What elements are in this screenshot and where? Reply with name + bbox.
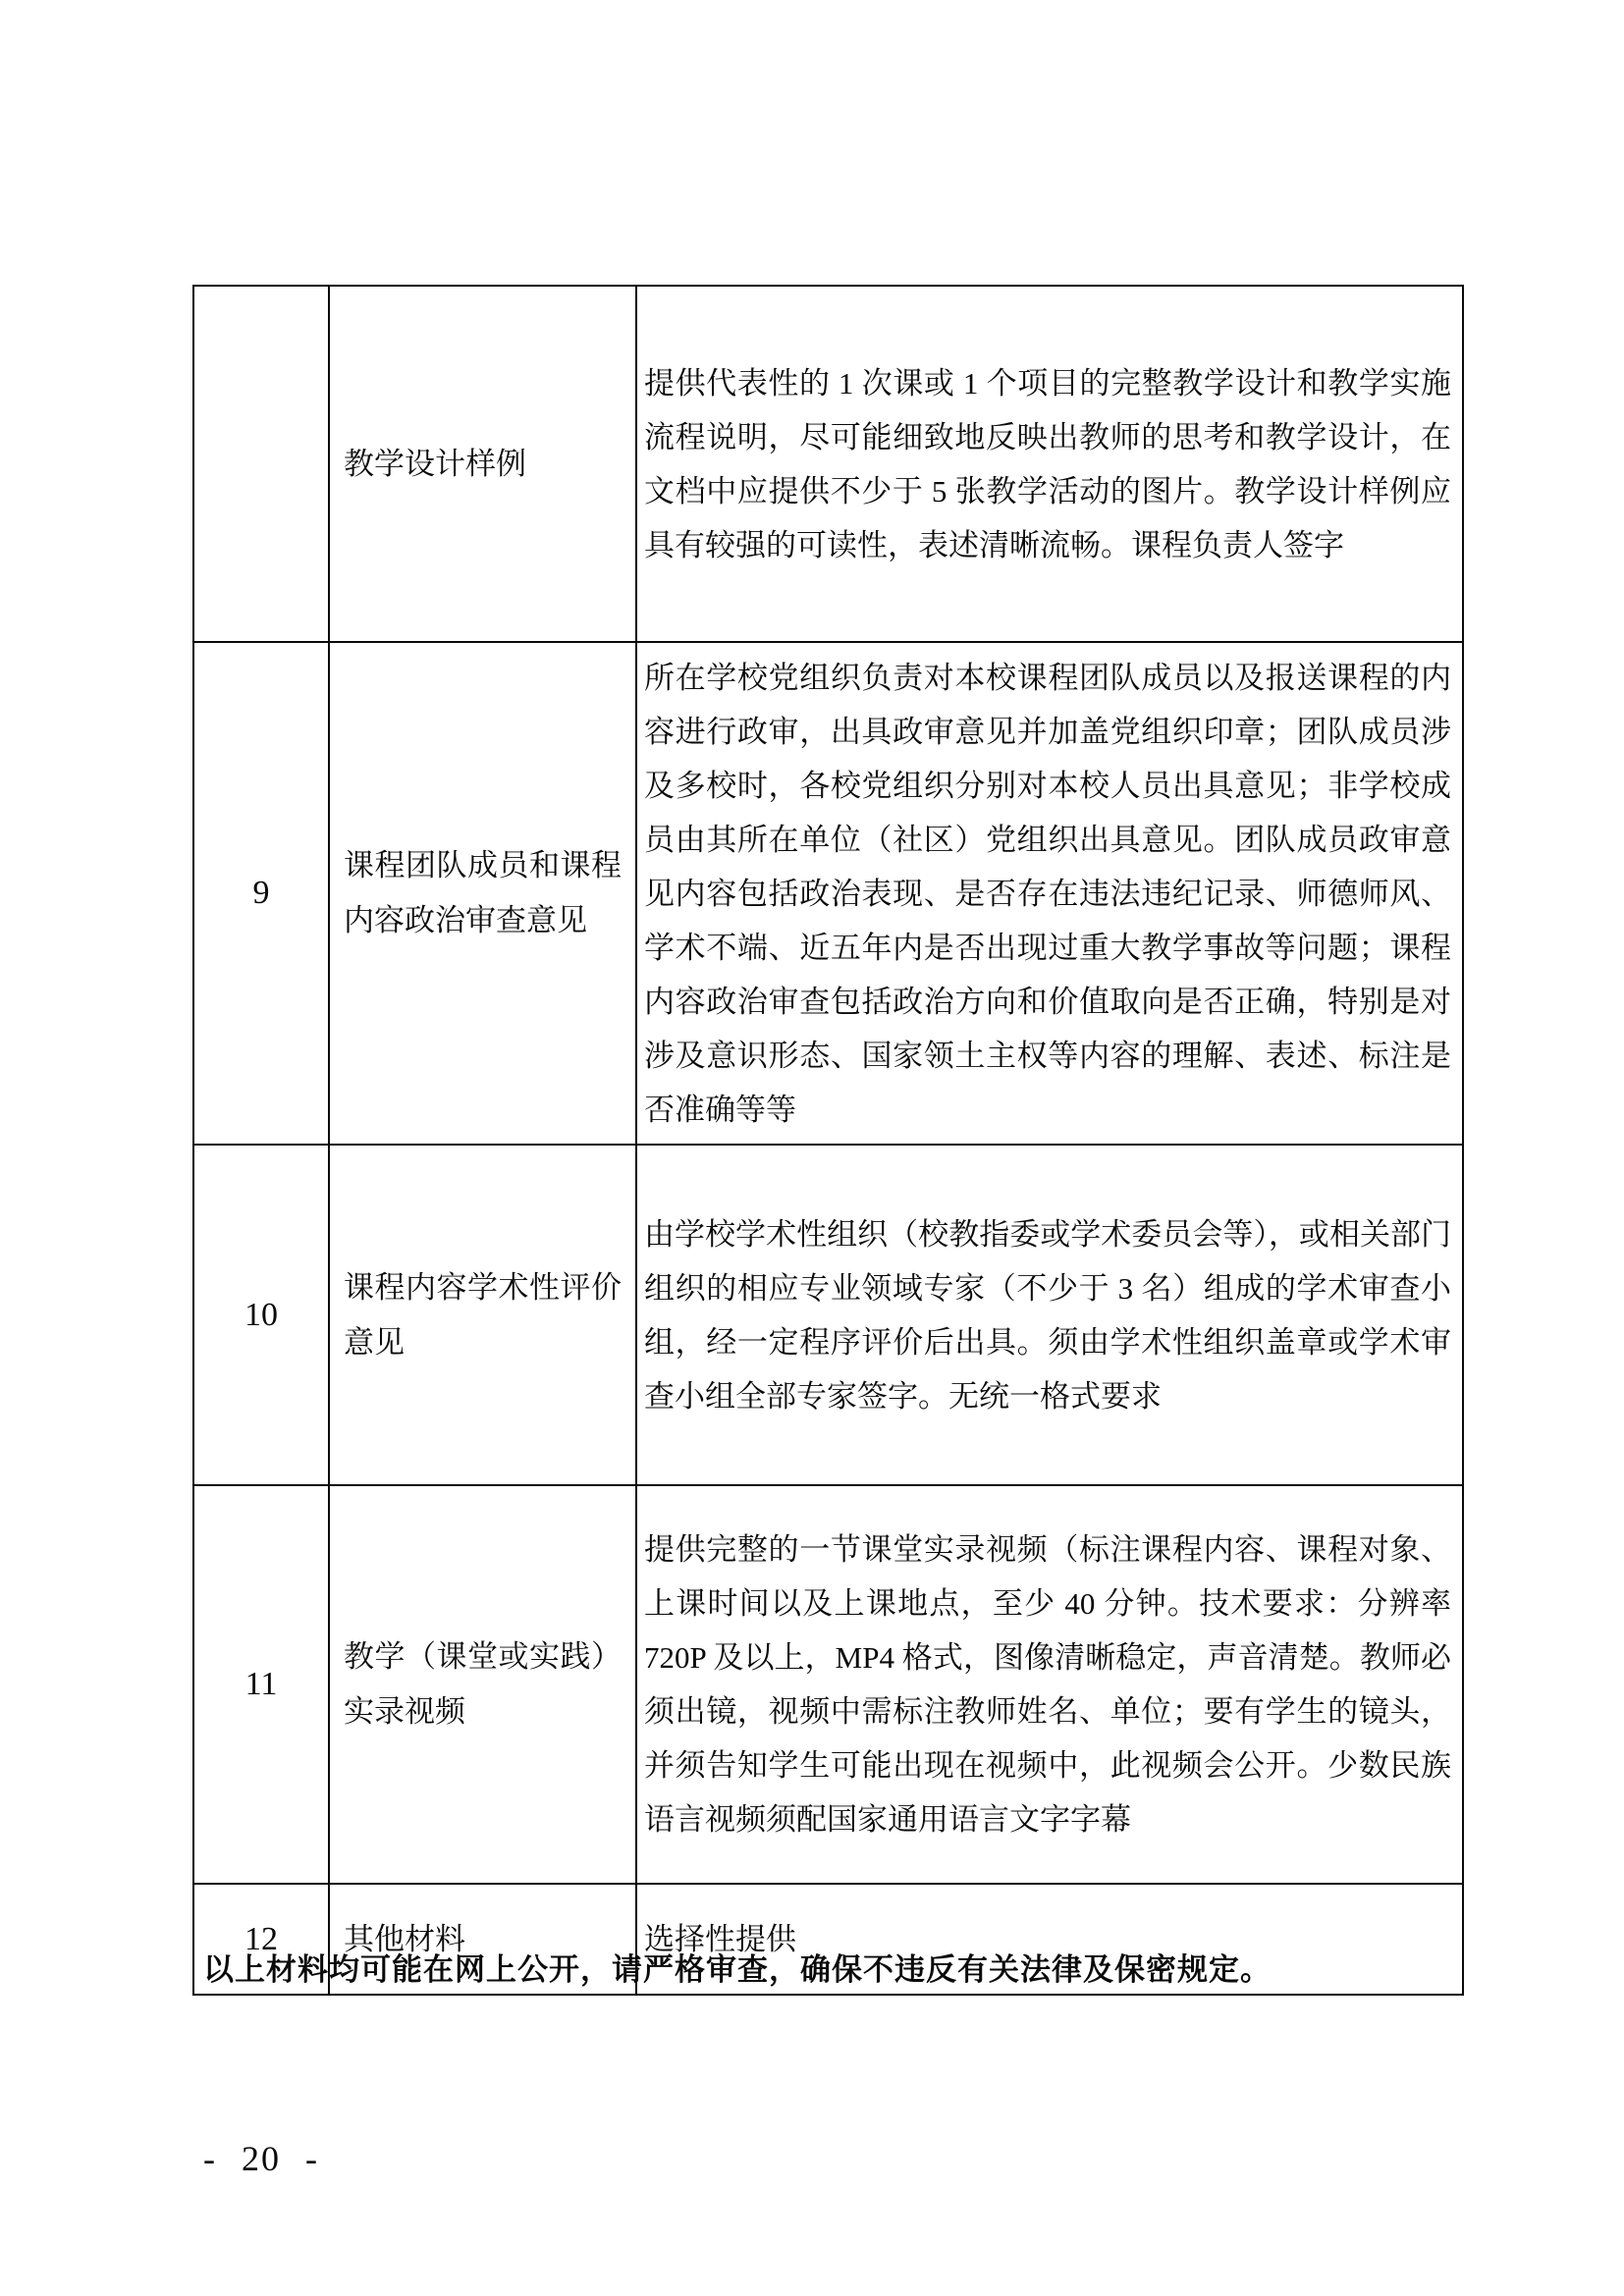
row-number-cell: 10 [193, 1145, 329, 1485]
materials-table [192, 285, 1464, 1996]
material-name-cell: 教学设计样例 [329, 286, 636, 642]
material-requirement-cell: 所在学校党组织负责对本校课程团队成员以及报送课程的内容进行政审，出具政审意见并加盖党组织印章；团队成员涉及多校时，各校党组织分别对本校人员出具意见；非学校成员由其所在单位（社区）党组织出具意见。团队成员政审意见内容包括政治表现、是否存在违法违纪记录、师德师风、学术不端、近五年内是否出现过重大教学事故等问题；课程内容政治审查包括政治方向和价值取向是否正确，特别是对涉及意识形态、国家领土主权等内容的理解、表述、标注是否准确等等 [636, 642, 1463, 1145]
material-requirement-cell: 提供代表性的 1 次课或 1 个项目的完整教学设计和教学实施流程说明，尽可能细致地反映出教师的思考和教学设计，在文档中应提供不少于 5 张教学活动的图片。教学设计样例应具有较强的可读性，表述清晰流畅。课程负责人签字 [636, 286, 1463, 642]
material-requirement-cell: 选择性提供 [636, 1884, 1463, 1995]
table-row [193, 1145, 1463, 1485]
row-number-cell [193, 286, 329, 642]
page-number: - 20 - [203, 2139, 319, 2178]
table-row [193, 286, 1463, 642]
material-requirement-cell: 提供完整的一节课堂实录视频（标注课程内容、课程对象、上课时间以及上课地点，至少 40 分钟。技术要求：分辨率 720P 及以上，MP4 格式，图像清晰稳定，声音清楚。教师必须出镜，视频中需标注教师姓名、单位；要有学生的镜头，并须告知学生可能出现在视频中，此视频会公开。少数民族语言视频须配国家通用语言文字字幕 [636, 1485, 1463, 1884]
table-row [193, 642, 1463, 1145]
material-requirement-cell: 由学校学术性组织（校教指委或学术委员会等），或相关部门组织的相应专业领域专家（不少于 3 名）组成的学术审查小组，经一定程序评价后出具。须由学术性组织盖章或学术审查小组全部专家签字。无统一格式要求 [636, 1145, 1463, 1485]
row-number-cell: 9 [193, 642, 329, 1145]
material-name-cell: 教学（课堂或实践）实录视频 [329, 1485, 636, 1884]
table-row [193, 1485, 1463, 1884]
row-number-cell: 12 [193, 1884, 329, 1995]
footer-note: 以上材料均可能在网上公开，请严格审查，确保不违反有关法律及保密规定。 [203, 1952, 1272, 1987]
material-name-cell: 课程内容学术性评价意见 [329, 1145, 636, 1485]
material-name-cell: 课程团队成员和课程内容政治审查意见 [329, 642, 636, 1145]
material-name-cell: 其他材料 [329, 1884, 636, 1995]
row-number-cell: 11 [193, 1485, 329, 1884]
